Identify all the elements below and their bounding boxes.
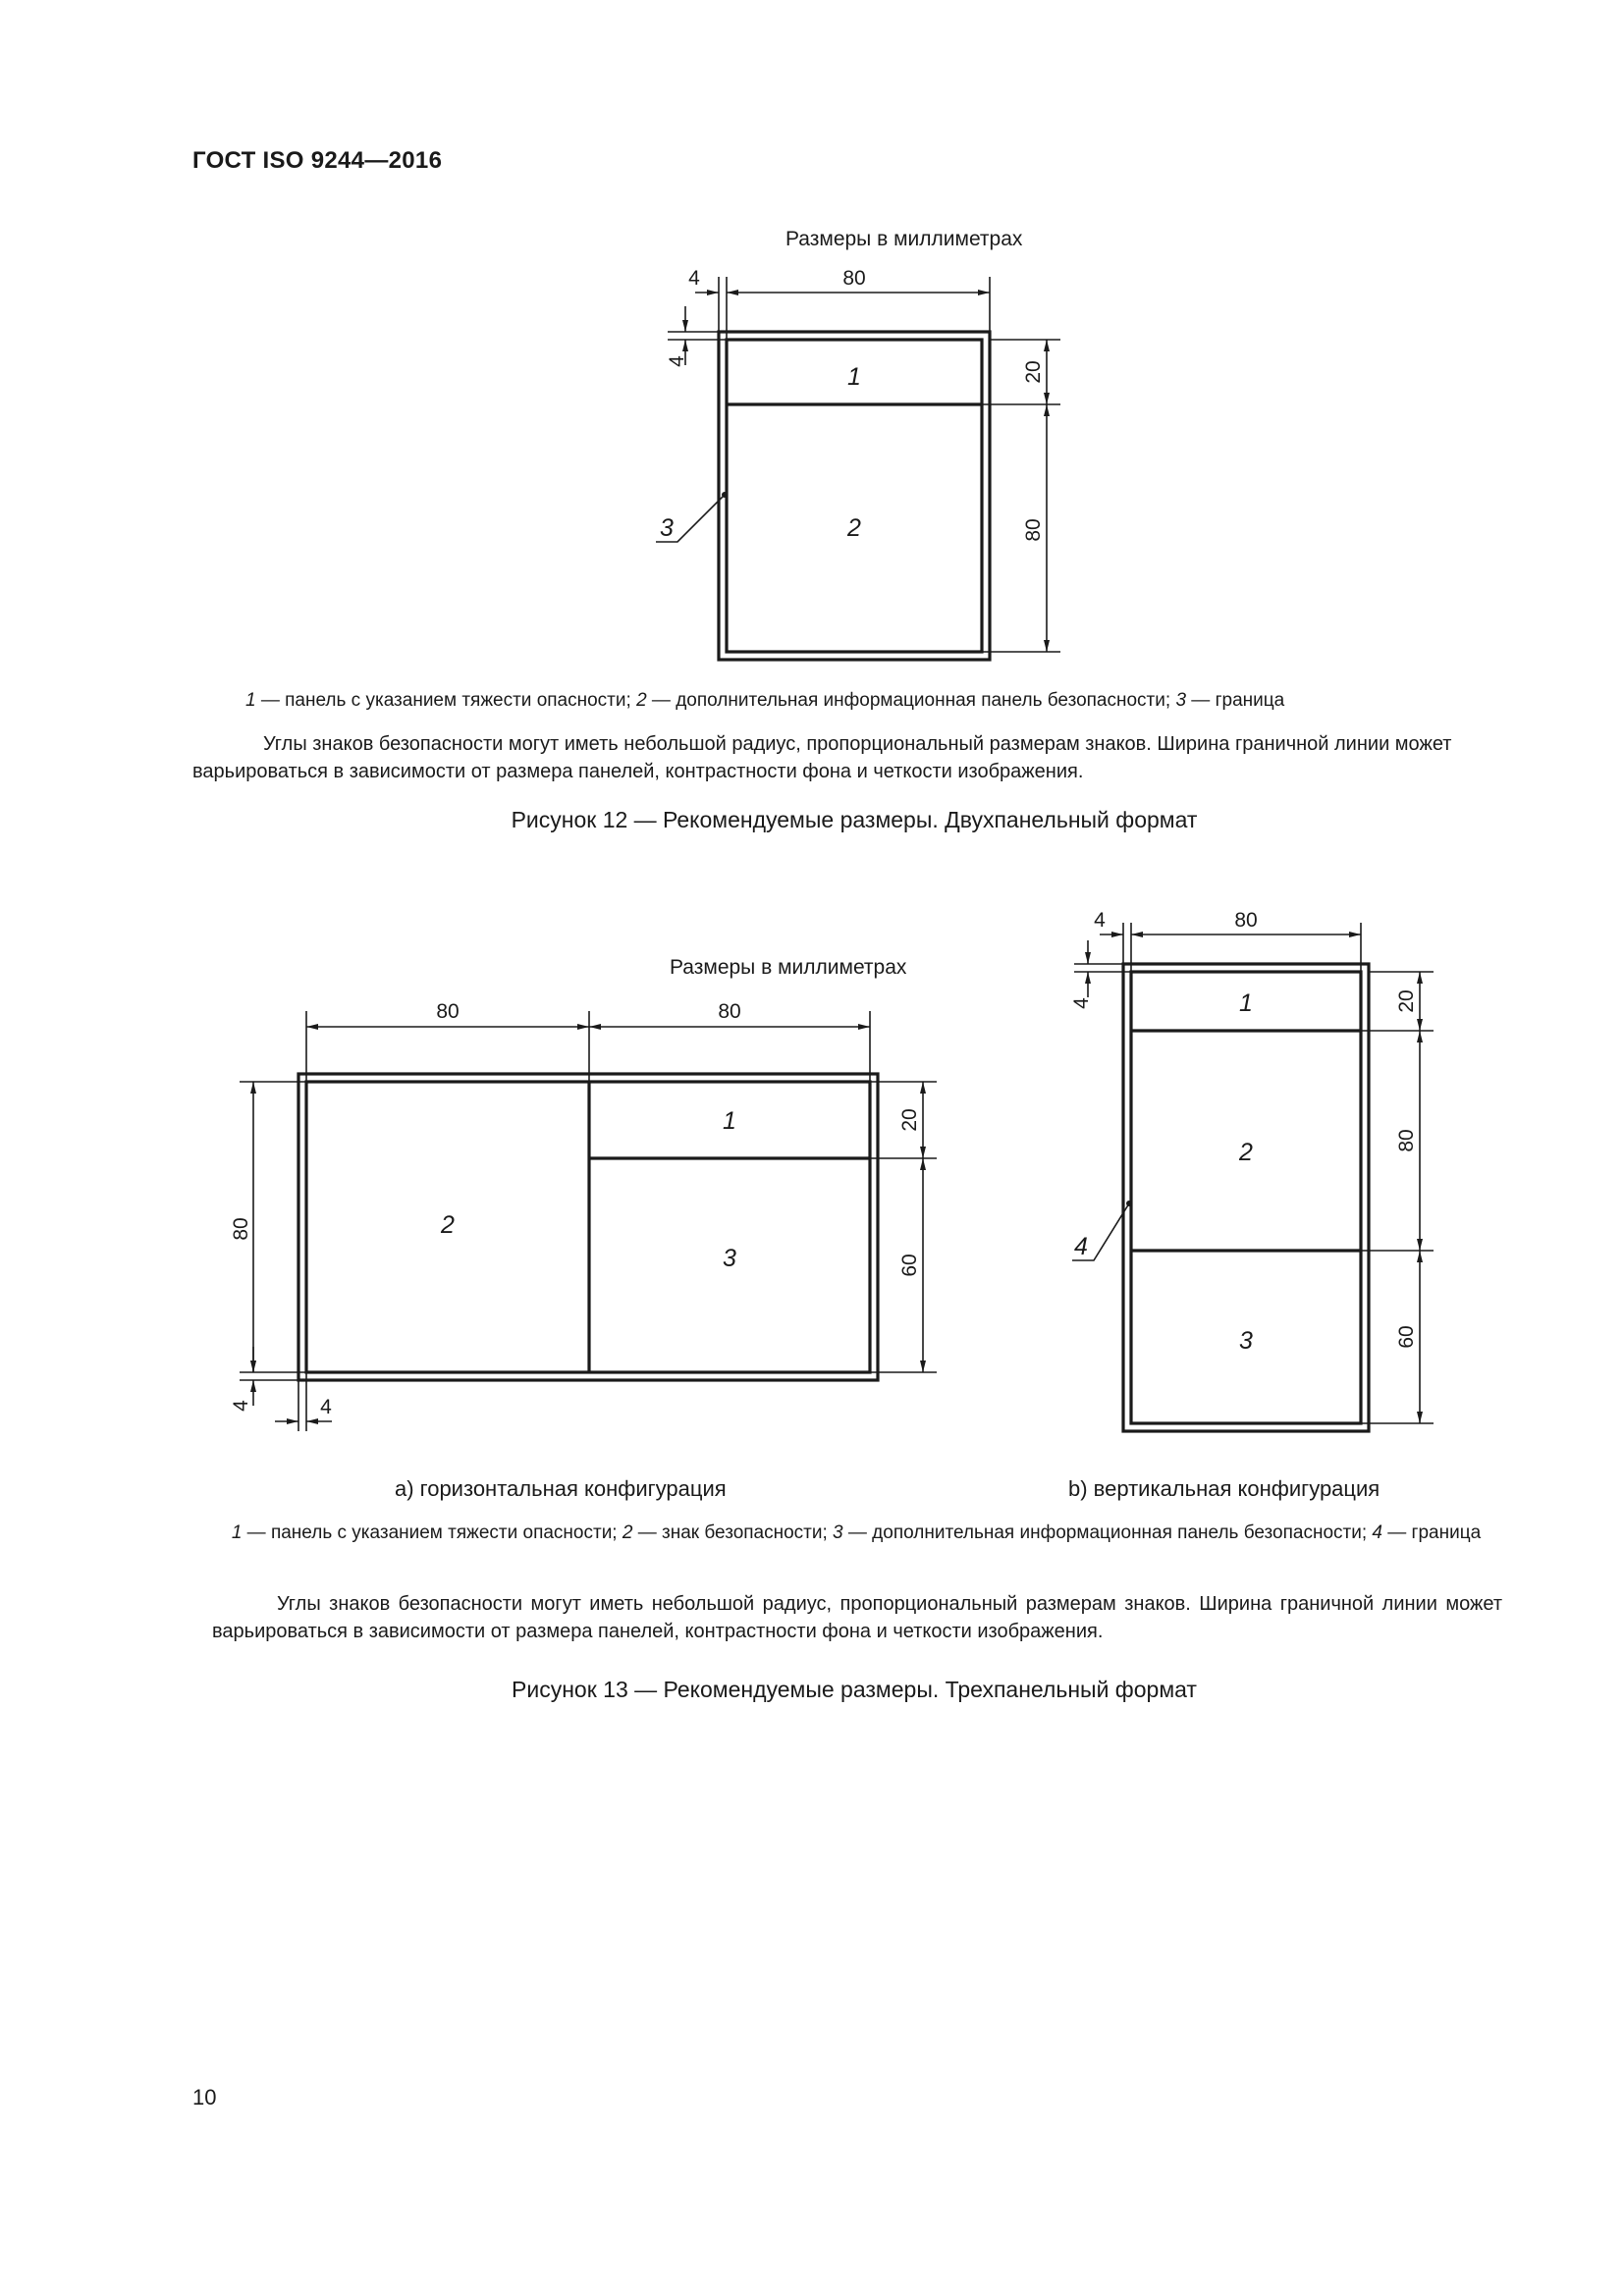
fig13a-panel-1-label: 1 bbox=[723, 1107, 736, 1135]
fig13a-subcaption: а) горизонтальная конфигурация bbox=[395, 1476, 727, 1501]
fig13b-dim-panel1-label: 20 bbox=[1395, 989, 1418, 1013]
fig12-dim-panel2-label: 80 bbox=[1022, 518, 1045, 542]
fig13-legend-n2: 2 bbox=[622, 1522, 633, 1543]
fig13a-dim-panel3-label: 60 bbox=[898, 1254, 921, 1277]
fig13a-dim-top bbox=[306, 1011, 870, 1082]
fig12-legend-t3: — граница bbox=[1186, 690, 1285, 711]
page-number: 10 bbox=[192, 2085, 217, 2109]
fig13a-dim-border-v-label: 4 bbox=[230, 1400, 252, 1412]
fig13a-dim-left-label: 80 bbox=[436, 1000, 460, 1023]
fig13a-dim-border-h-label: 4 bbox=[320, 1396, 332, 1418]
fig12-panel-1-label: 1 bbox=[847, 363, 861, 391]
fig13b-frames bbox=[1123, 964, 1369, 1431]
fig13a-dim-right-label: 80 bbox=[718, 1000, 741, 1023]
fig13-note: Углы знаков безопасности могут иметь небольшой радиус, пропорциональный размерам знаков. Ширина граничной линии может варьироваться в зависимости от размера панелей, контрастности фона и четкости изображения. bbox=[212, 1593, 1502, 1642]
fig13-legend-t3: — дополнительная информационная панель безопасности; bbox=[842, 1522, 1373, 1543]
fig13b-leader-dot bbox=[1126, 1201, 1132, 1206]
fig12-panel-2-label: 2 bbox=[847, 514, 861, 542]
fig13b-dim-panel3-label: 60 bbox=[1395, 1325, 1418, 1349]
fig13b-border-label: 4 bbox=[1074, 1233, 1088, 1260]
fig13-legend-n4: 4 bbox=[1372, 1522, 1382, 1543]
fig13-legend-n3: 3 bbox=[833, 1522, 843, 1543]
fig13a-panel-3-label: 3 bbox=[723, 1245, 736, 1272]
fig13a-dim-panel1-label: 20 bbox=[898, 1108, 921, 1132]
fig12-dim-panel1-label: 20 bbox=[1022, 360, 1045, 384]
fig13-legend-n1: 1 bbox=[231, 1522, 243, 1543]
fig12-dim-width-label: 80 bbox=[842, 267, 866, 290]
fig13a-dim-height-label: 80 bbox=[230, 1217, 252, 1241]
document-header: ГОСТ ISO 9244—2016 bbox=[192, 147, 443, 174]
fig12-legend-n3: 3 bbox=[1175, 690, 1187, 711]
fig13-legend-t2: — знак безопасности; bbox=[632, 1522, 834, 1543]
fig12-dim-border-v-label: 4 bbox=[666, 355, 688, 367]
fig12-legend-t1: — панель с указанием тяжести опасности; bbox=[255, 690, 637, 711]
fig13-caption: Рисунок 13 — Рекомендуемые размеры. Трехпанельный формат bbox=[512, 1677, 1197, 1702]
fig12-note: Углы знаков безопасности могут иметь небольшой радиус, пропорциональный размерам знаков. Ширина граничной линии может варьироваться в зависимости от размера панелей, контрастности фона и четкости изображения. bbox=[192, 733, 1452, 782]
fig13-legend-t1: — панель с указанием тяжести опасности; bbox=[242, 1522, 623, 1543]
fig12-border-label: 3 bbox=[660, 514, 674, 542]
fig13b-dim-border-v-label: 4 bbox=[1070, 997, 1093, 1009]
fig13b-dim-panel2-label: 80 bbox=[1395, 1129, 1418, 1152]
fig12-legend-n1: 1 bbox=[245, 690, 256, 711]
fig13a-dim-left bbox=[240, 1082, 306, 1406]
fig12-legend-t2: — дополнительная информационная панель безопасности; bbox=[646, 690, 1176, 711]
fig13b-dim-width-label: 80 bbox=[1234, 909, 1258, 932]
fig13b-panel-1-label: 1 bbox=[1239, 989, 1253, 1017]
fig13-legend bbox=[210, 1520, 1502, 1547]
fig13b-panel-3-label: 3 bbox=[1239, 1327, 1253, 1355]
fig13-dimensions-note: Размеры в миллиметрах bbox=[670, 956, 907, 979]
fig12-dimensions-note: Размеры в миллиметрах bbox=[785, 228, 1023, 250]
fig12-legend-n2: 2 bbox=[636, 690, 647, 711]
fig12-dim-border-label: 4 bbox=[688, 267, 700, 290]
fig13-legend-t4: — граница bbox=[1382, 1522, 1482, 1543]
fig13a-frames bbox=[298, 1074, 878, 1380]
fig13b-subcaption: b) вертикальная конфигурация bbox=[1068, 1476, 1380, 1501]
fig13b-panel-2-label: 2 bbox=[1239, 1139, 1253, 1166]
fig13b-dim-border-label: 4 bbox=[1094, 909, 1106, 932]
fig13a-panel-2-label: 2 bbox=[441, 1211, 455, 1239]
fig13b-dim-right bbox=[1361, 972, 1434, 1423]
fig12-caption: Рисунок 12 — Рекомендуемые размеры. Двухпанельный формат bbox=[511, 807, 1198, 832]
